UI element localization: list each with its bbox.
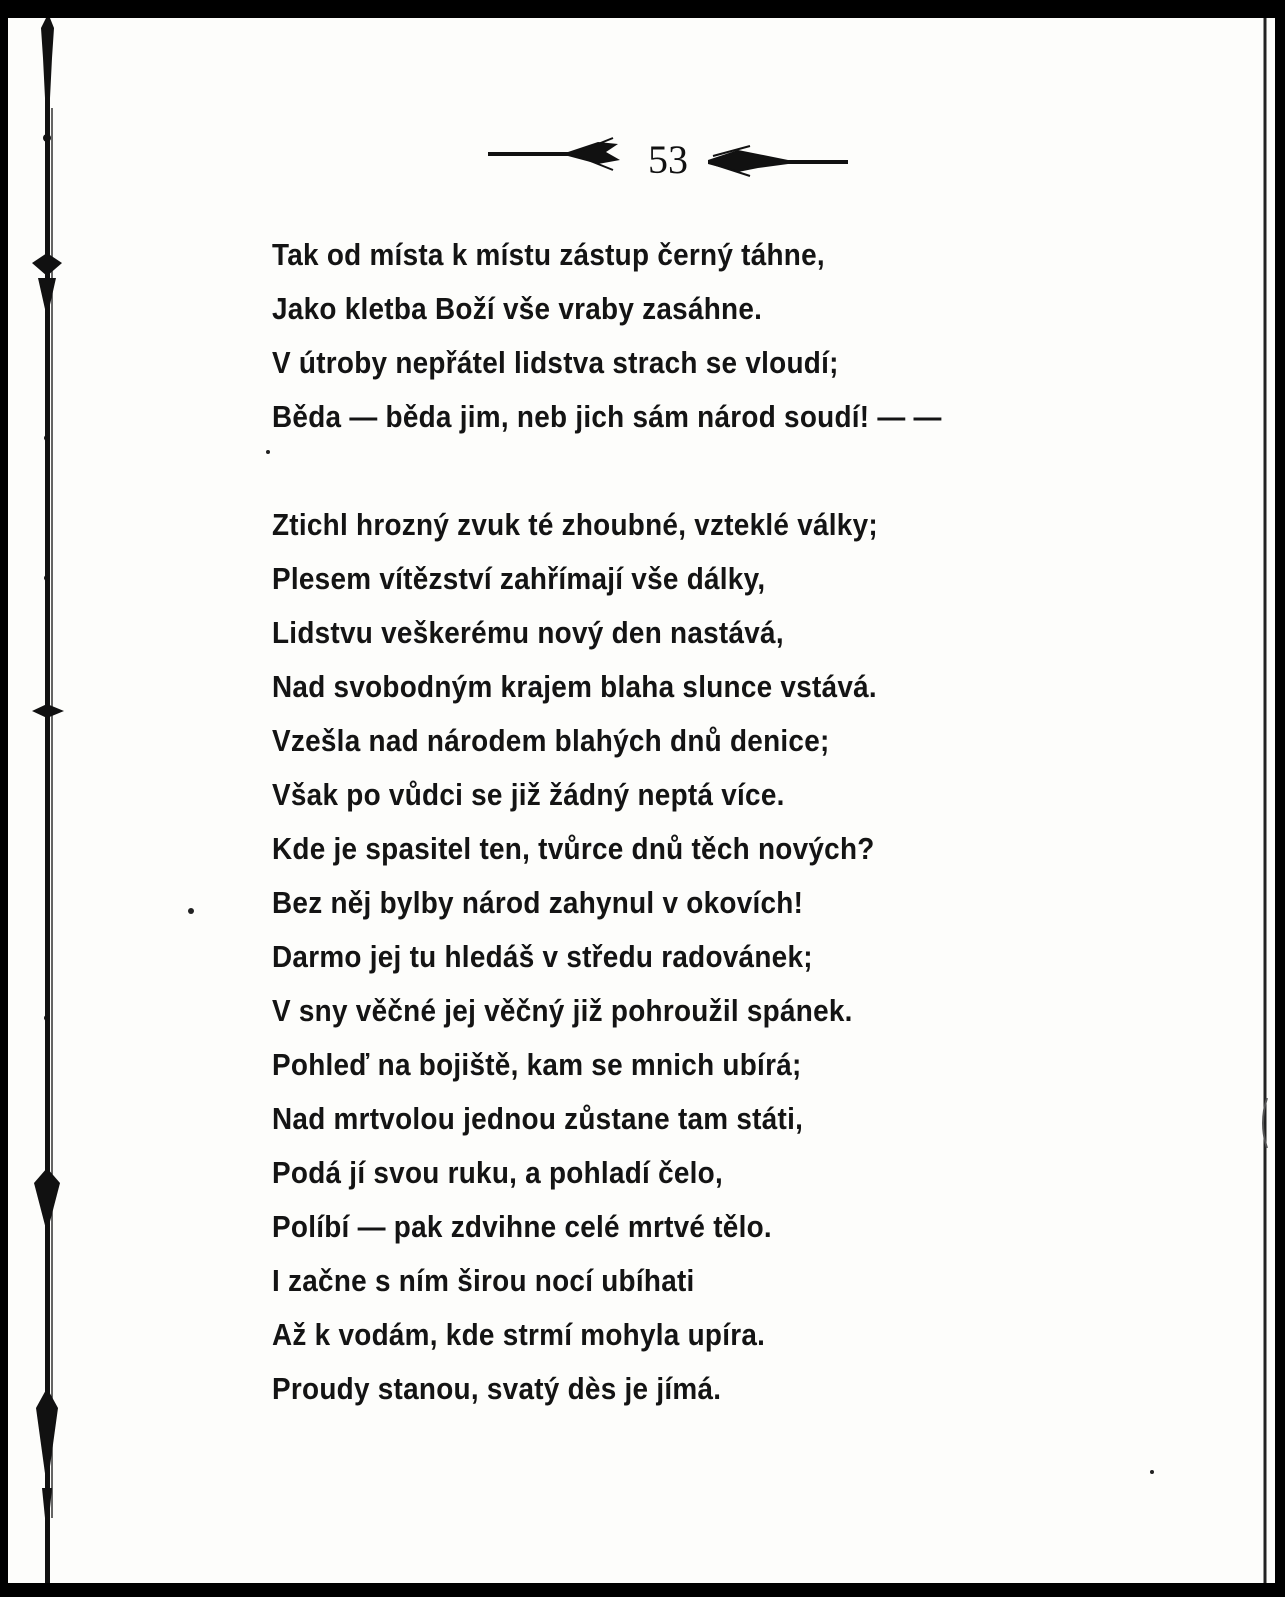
verse-line: Lidstvu veškerému nový den nastává, xyxy=(272,615,784,650)
right-page-edge xyxy=(1255,18,1269,1583)
verse-line: Jako kletba Boží vše vraby zasáhne. xyxy=(272,291,763,326)
page-header xyxy=(488,130,848,190)
verse-line: Podá jí svou ruku, a pohladí čelo, xyxy=(272,1155,724,1190)
book-page xyxy=(8,18,1275,1583)
stanza-2 xyxy=(272,498,1172,1416)
verse-line: Běda — běda jim, neb jich sám národ soudí! — — xyxy=(272,399,942,434)
binding-spine-decoration xyxy=(28,18,68,1583)
verse-line: Plesem vítězství zahřímají vše dálky, xyxy=(272,561,766,596)
verse-line: Darmo jej tu hledáš v středu radovánek; xyxy=(272,939,813,974)
verse-line: Políbí — pak zdvihne celé mrtvé tělo. xyxy=(272,1209,772,1244)
verse-line: Vzešla nad národem blahých dnů denice; xyxy=(272,723,830,758)
verse-line: Nad svobodným krajem blaha slunce vstává. xyxy=(272,669,877,704)
verse-line: V sny věčné jej věčný již pohroužil spánek. xyxy=(272,993,853,1028)
verse-line: Pohleď na bojiště, kam se mnich ubírá; xyxy=(272,1047,802,1082)
verse-line: Kde je spasitel ten, tvůrce dnů těch nových? xyxy=(272,831,875,866)
edge-marks-icon xyxy=(1255,18,1269,1583)
stanza-1 xyxy=(272,228,1172,444)
ink-speck xyxy=(188,908,194,914)
verse-line: Až k vodám, kde strmí mohyla upíra. xyxy=(272,1317,766,1352)
verse-line: Nad mrtvolou jednou zůstane tam státi, xyxy=(272,1101,804,1136)
verse-line: V útroby nepřátel lidstva strach se vloudí; xyxy=(272,345,839,380)
spine-ornament-icon xyxy=(28,18,68,1583)
ink-speck xyxy=(1150,1470,1154,1474)
verse-line: Však po vůdci se již žádný neptá více. xyxy=(272,777,785,812)
verse-line: Proudy stanou, svatý dès je jímá. xyxy=(272,1371,722,1406)
verse-line: I začne s ním širou nocí ubíhati xyxy=(272,1263,695,1298)
verse-line: Bez něj bylby národ zahynul v okovích! xyxy=(272,885,804,920)
page-number: 53 xyxy=(648,137,688,182)
poem-text xyxy=(272,228,1172,1416)
stanza-break xyxy=(272,444,1172,498)
verse-line: Tak od místa k místu zástup černý táhne, xyxy=(272,237,825,272)
ink-speck xyxy=(266,450,270,454)
verse-line: Ztichl hrozný zvuk té zhoubné, vzteklé války; xyxy=(272,507,878,542)
